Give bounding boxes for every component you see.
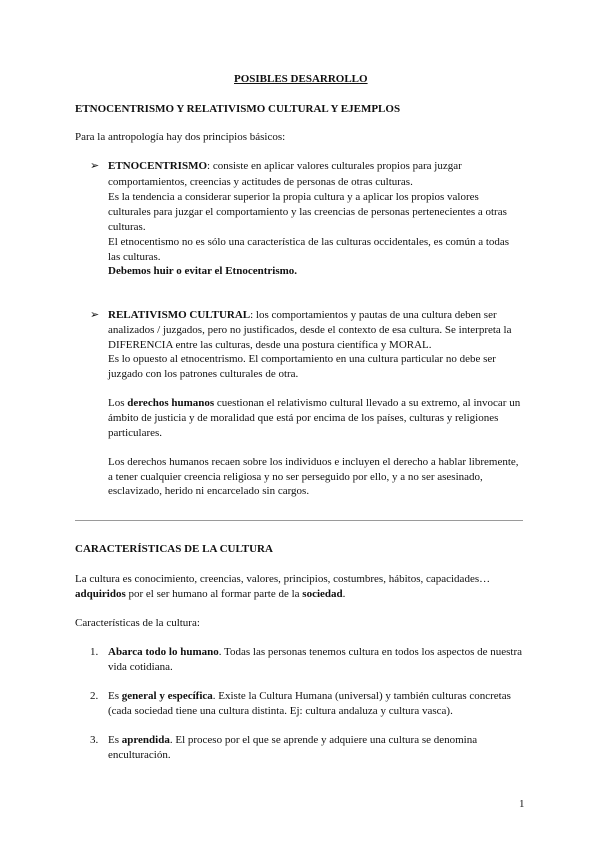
section-title-caracteristicas: CARACTERÍSTICAS DE LA CULTURA — [75, 543, 273, 555]
section-divider — [75, 520, 523, 521]
etnocentrismo-line-7: las culturas. — [108, 251, 161, 263]
derechos-paragraph-line-1: Los derechos humanos recaen sobre los individuos e incluyen el derecho a hablar libremente, — [108, 456, 519, 468]
list-item-number: 1. — [90, 646, 99, 658]
list-item-text: . Existe la Cultura Humana (universal) y también culturas concretas — [212, 690, 511, 702]
etnocentrismo-line-5: culturas. — [108, 221, 146, 233]
intro-paragraph: Para la antropología hay dos principios básicos: — [75, 131, 286, 143]
etnocentrismo-line-3: Es la tendencia a considerar superior la propia cultura y a aplicar los propios valores — [108, 191, 479, 203]
main-title: POSIBLES DESARROLLO — [234, 73, 368, 85]
list-item-bold: general y específica — [121, 690, 213, 702]
etnocentrismo-definition: : consiste en aplicar valores culturales propios para juzgar — [207, 160, 462, 172]
relativismo-line-3: DIFERENCIA entre las culturas, desde una postura científica y MORAL. — [108, 339, 432, 351]
etnocentrismo-line-6: El etnocentismo no es sólo una característica de las culturas occidentales, es común a todas — [108, 236, 510, 248]
cultura-definition-line-1: La cultura es conocimiento, creencias, valores, principios, costumbres, hábitos, capacidades… — [75, 573, 491, 585]
relativismo-line-4: Es lo opuesto al etnocentrismo. El comportamiento en una cultura particular no debe ser — [108, 353, 496, 365]
caracteristicas-intro: Características de la cultura: — [75, 617, 200, 629]
list-item-3-line-1 — [108, 733, 477, 748]
relativismo-line-2: analizados / juzgados, pero no justificados, desde el contexto de esa cultura. Se interpreta la — [108, 324, 512, 336]
derechos-humanos-line-3: particulares. — [108, 427, 163, 439]
cultura-definition-middle: por el ser humano al formar parte de la — [125, 588, 303, 600]
list-item-2-line-2: (cada sociedad tiene una cultura distinta. Ej: cultura andaluza y cultura vasca). — [108, 705, 453, 717]
derechos-humanos-term: derechos humanos — [127, 397, 215, 409]
relativismo-line-5: juzgado con los patrones culturales de otra. — [108, 368, 299, 380]
list-item-bold: Abarca todo lo humano — [108, 646, 219, 658]
derechos-paragraph-line-3: esclavizado, herido ni encarcelado sin cargos. — [108, 485, 310, 497]
derechos-humanos-line-2: ámbito de justicia y de moralidad que está por encima de los países, culturas y religiones — [108, 412, 499, 424]
list-item-number: 3. — [90, 734, 99, 746]
list-item-bold: aprendida — [121, 734, 170, 746]
bullet-arrow-icon: ➢ — [90, 160, 100, 172]
etnocentrismo-line-1 — [108, 159, 462, 174]
derechos-humanos-line-1 — [108, 396, 520, 411]
cultura-definition-end: . — [342, 588, 346, 600]
derechos-prefix: Los — [108, 397, 128, 409]
bullet-arrow-icon: ➢ — [90, 309, 100, 321]
relativismo-line-1 — [108, 308, 497, 323]
section-title-etnocentrismo-relativismo: ETNOCENTRISMO Y RELATIVISMO CULTURAL Y EJEMPLOS — [75, 103, 401, 115]
etnocentrismo-line-2: comportamientos, creencias y actitudes de personas de otras culturas. — [108, 176, 413, 188]
relativismo-term: RELATIVISMO CULTURAL — [108, 309, 251, 321]
page-number: 1 — [519, 798, 525, 810]
etnocentrismo-conclusion: Debemos huir o evitar el Etnocentrismo. — [108, 265, 298, 277]
derechos-paragraph-line-2: a tener cualquier creencia religiosa y no ser perseguido por ello, y a no ser asesinado, — [108, 471, 483, 483]
cultura-definition-line-2 — [75, 587, 345, 602]
list-item-number: 2. — [90, 690, 99, 702]
relativismo-definition: : los comportamientos y pautas de una cultura deben ser — [250, 309, 497, 321]
list-item-text: . Todas las personas tenemos cultura en todos los aspectos de nuestra — [218, 646, 523, 658]
list-item-prefix: Es — [108, 734, 122, 746]
list-item-1-line-2: vida cotidiana. — [108, 661, 173, 673]
sociedad-term: sociedad — [302, 588, 343, 600]
list-item-text: . El proceso por el que se aprende y adquiere una cultura se denomina — [169, 734, 478, 746]
list-item-3-line-2: enculturación. — [108, 749, 171, 761]
list-item-1-line-1 — [108, 645, 522, 660]
list-item-prefix: Es — [108, 690, 122, 702]
adquiridos-term: adquiridos — [75, 588, 126, 600]
etnocentrismo-line-4: culturales para juzgar el comportamiento y las creencias de personas pertenecientes a otras — [108, 206, 507, 218]
etnocentrismo-term: ETNOCENTRISMO — [108, 160, 208, 172]
list-item-2-line-1 — [108, 689, 511, 704]
derechos-suffix: cuestionan el relativismo cultural llevado a su extremo, al invocar un — [214, 397, 521, 409]
